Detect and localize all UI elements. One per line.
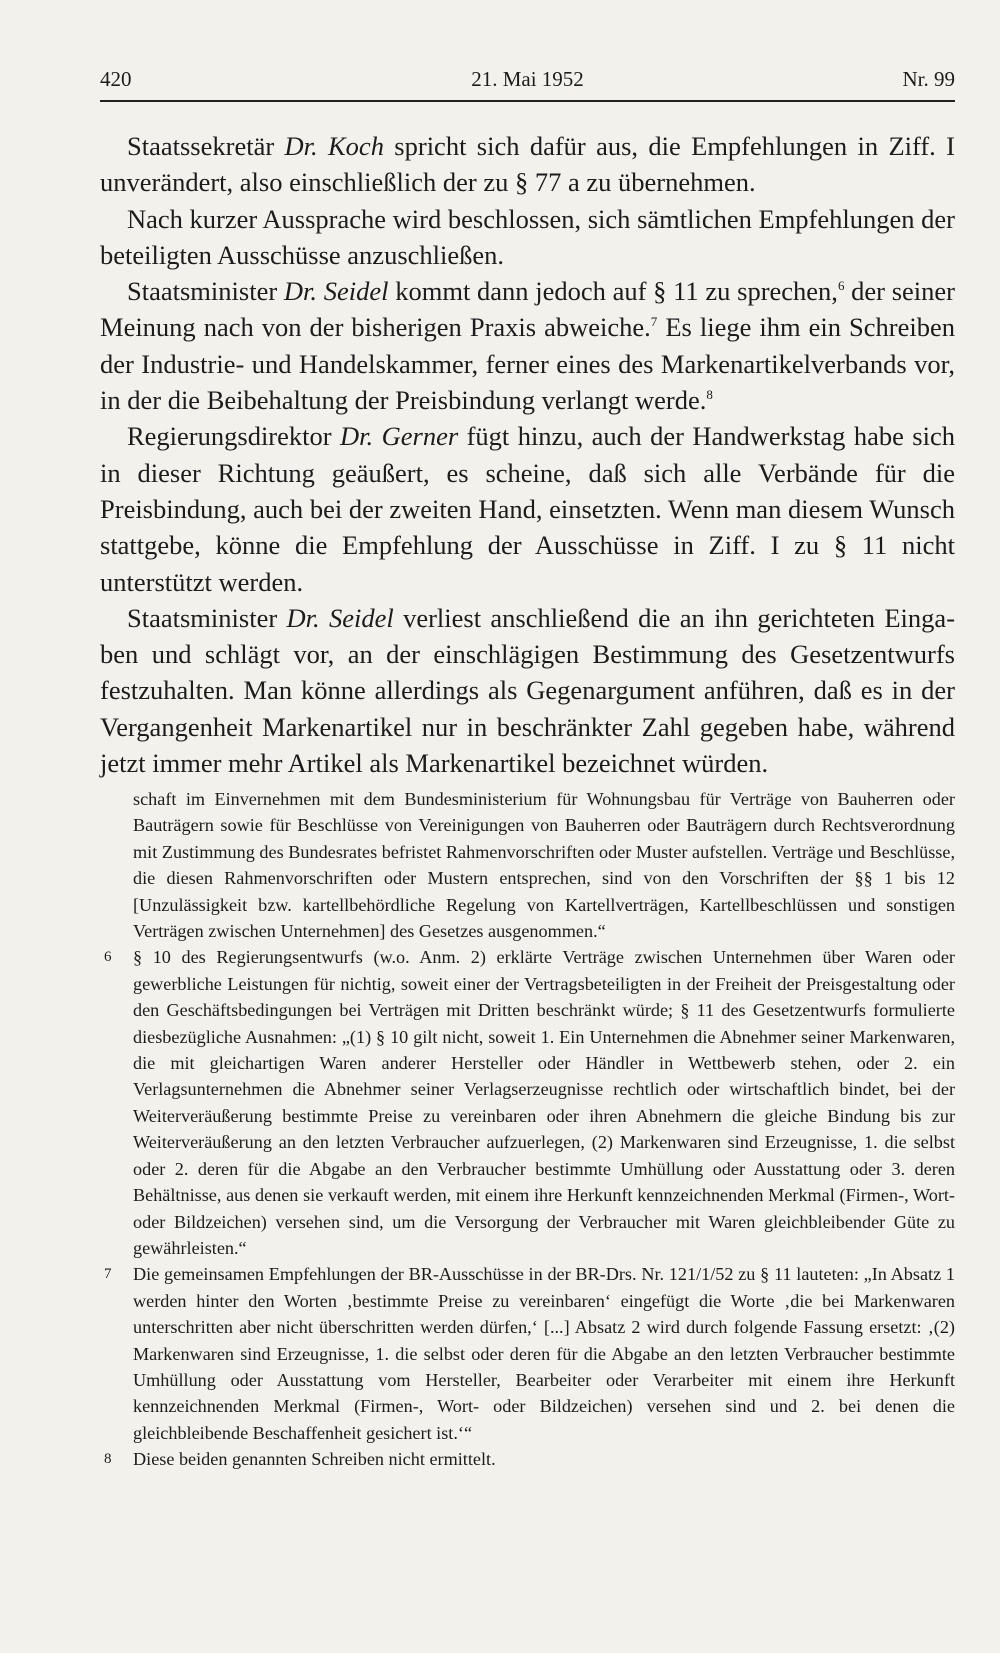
text-run: verliest anschließend die an ihn gerichteten Eingaben und schlägt vor, an der einschlägigen Bestimmung des Gesetzentwurfs festzuhalten. Man könne allerdings als Gegenargument anführen, daß es in der Vergangenheit Markenartikel nur in beschränkter Zahl gegeben habe, während jetzt immer mehr Artikel als Markenartikel bezeichnet würden. [100,602,956,779]
footnote-number: 7 [104,1266,112,1283]
page-number: 420 [100,67,132,91]
person-name: Dr. Seidel [283,276,389,307]
paragraph [100,600,955,781]
footnote-continuation [100,786,955,944]
text-run: Es liege ihm ein Schreiben der Industrie- und Handelskammer, ferner eines des Markenartikelverbands vor, in der die Beibehaltung der Preisbindung verlangt werde. [100,312,956,416]
footnote-8 [100,1446,955,1472]
header-issue-number: Nr. 99 [902,67,955,91]
header-date: 21. Mai 1952 [471,67,584,91]
footnote-text: § 10 des Regierungsentwurfs (w.o. Anm. 2) erklärte Verträge zwischen Unternehmen über Waren oder gewerbliche Leistungen für nichtig, soweit einer der Vertragsbeteiligten in der Freiheit der Preisgestaltung oder den Geschäftsbedingungen bei Verträgen mit Dritten beschränkt würde; § 11 des Gesetzentwurfs formulierte diesbezügliche Ausnahmen: „(1) § 10 gilt nicht, soweit 1. Ein Unternehmen die Abnehmer seiner Markenwaren, die mit gleichartigen Waren anderer Hersteller oder Händler in Wettbewerb stehen, oder 2. ein Verlagsunternehmen die Abnehmer seiner Verlagserzeugnisse rechtlich oder wirtschaftlich bindet, bei der Weiterveräußerung bestimmte Preise zu vereinbaren oder ihren Abnehmern die gleiche Bindung bis zur Weiterveräußerung an den letzten Verbraucher aufzuerlegen, (2) Markenwaren sind Erzeugnisse, 1. die selbst oder 2. deren für die Abgabe an den Verbraucher bestimmte Umhüllung oder Ausstattung oder 3. deren Behältnisse, aus denen sie verkauft werden, mit einem ihre Herkunft kennzeichnenden Merkmal (Firmen-, Wort- oder Bildzeichen) versehen sind, um die Versorgung der Verbraucher mit Waren gleichbleibender Güte zu gewährleisten.“ [133,947,955,1258]
text-run: Staatsminister [127,276,284,307]
footnote-ref: 6 [837,278,845,294]
footnote-text: Diese beiden genannten Schreiben nicht ermittelt. [133,1449,496,1470]
footnote-6 [100,944,955,1261]
footnote-7 [100,1261,955,1446]
footnote-text: Die gemeinsamen Empfehlungen der BR-Ausschüsse in der BR-Drs. Nr. 121/1/52 zu § 11 lauteten: „In Absatz 1 werden hinter den Worten ‚bestimmte Preise zu vereinbaren‘ eingefügt die Worte ‚die bei Markenwaren unterschritten aber nicht überschritten werden dürfen,‘ [...] Absatz 2 wird durch folgende Fassung ersetzt: ‚(2) Markenwaren sind Erzeugnisse, 1. die selbst oder deren für die Abgabe an den letzten Verbraucher bestimmte Umhüllung oder Ausstattung vom Hersteller, Bearbeiter oder Verarbeiter mit einem ihre Herkunft kennzeichnenden Merkmal (Firmen-, Wort- oder Bildzeichen) versehen sind und 2. bei denen die gleichbleibende Beschaffenheit gesichert ist.‘“ [133,1264,955,1443]
text-run: der seiner Meinung nach von der bisherigen Praxis abweiche. [100,276,955,343]
footnote-ref: 8 [706,387,713,403]
paragraph [100,273,955,418]
person-name: Dr. Seidel [286,602,394,633]
paragraph: Nach kurzer Aussprache wird beschlossen, sich sämtlichen Empfehlungen der beteiligten Ausschüsse anzuschließen. [100,203,955,270]
footnote-text: schaft im Einvernehmen mit dem Bundesministerium für Wohnungsbau für Verträge von Bauherren oder Bauträgern sowie für Beschlüsse von Vereinigungen von Bauherren oder Bauträgern durch Rechtsverordnung mit Zustimmung des Bundesrates befristet Rahmenvorschriften oder Muster aufstellen. Verträge und Beschlüsse, die diesen Rahmenvorschriften oder Mustern entsprechen, sind von den Vorschriften der §§ 1 bis 12 [Unzulässigkeit bzw. kartellbehördliche Regelung von Kartellverträgen, Kartellbeschlüssen und sonstigen Verträgen zwischen Unternehmen] des Gesetzes ausgenommen.“ [133,789,955,942]
page-header [100,64,955,102]
footnotes [100,786,955,1473]
footnote-ref: 7 [650,314,658,330]
text-run: Staatsminister [127,602,287,633]
text-run: Regierungsdirektor [127,421,341,452]
person-name: Dr. Gerner [340,421,459,452]
footnote-number: 6 [104,949,112,966]
main-text [100,128,955,781]
text-run: fügt hinzu, auch der Handwerkstag habe sich in dieser Richtung geäußert, es scheine, daß sich alle Verbände für die Preisbindung, auch bei der zweiten Hand, einsetzten. Wenn man diesem Wunsch stattgebe, könne die Empfehlung der Ausschüsse in Ziff. I zu § 11 nicht unterstützt werden. [100,421,955,597]
person-name: Dr. Koch [284,131,384,161]
paragraph [100,128,955,201]
text-run: kommt dann jedoch auf § 11 zu sprechen, [388,276,838,307]
footnote-number: 8 [104,1451,112,1468]
text-run: spricht sich dafür aus, die Empfehlungen in Ziff. I unverändert, also einschließlich der zu § 77 a zu übernehmen. [100,131,955,198]
paragraph [100,418,955,599]
text-run: Staatssekretär [127,131,285,161]
